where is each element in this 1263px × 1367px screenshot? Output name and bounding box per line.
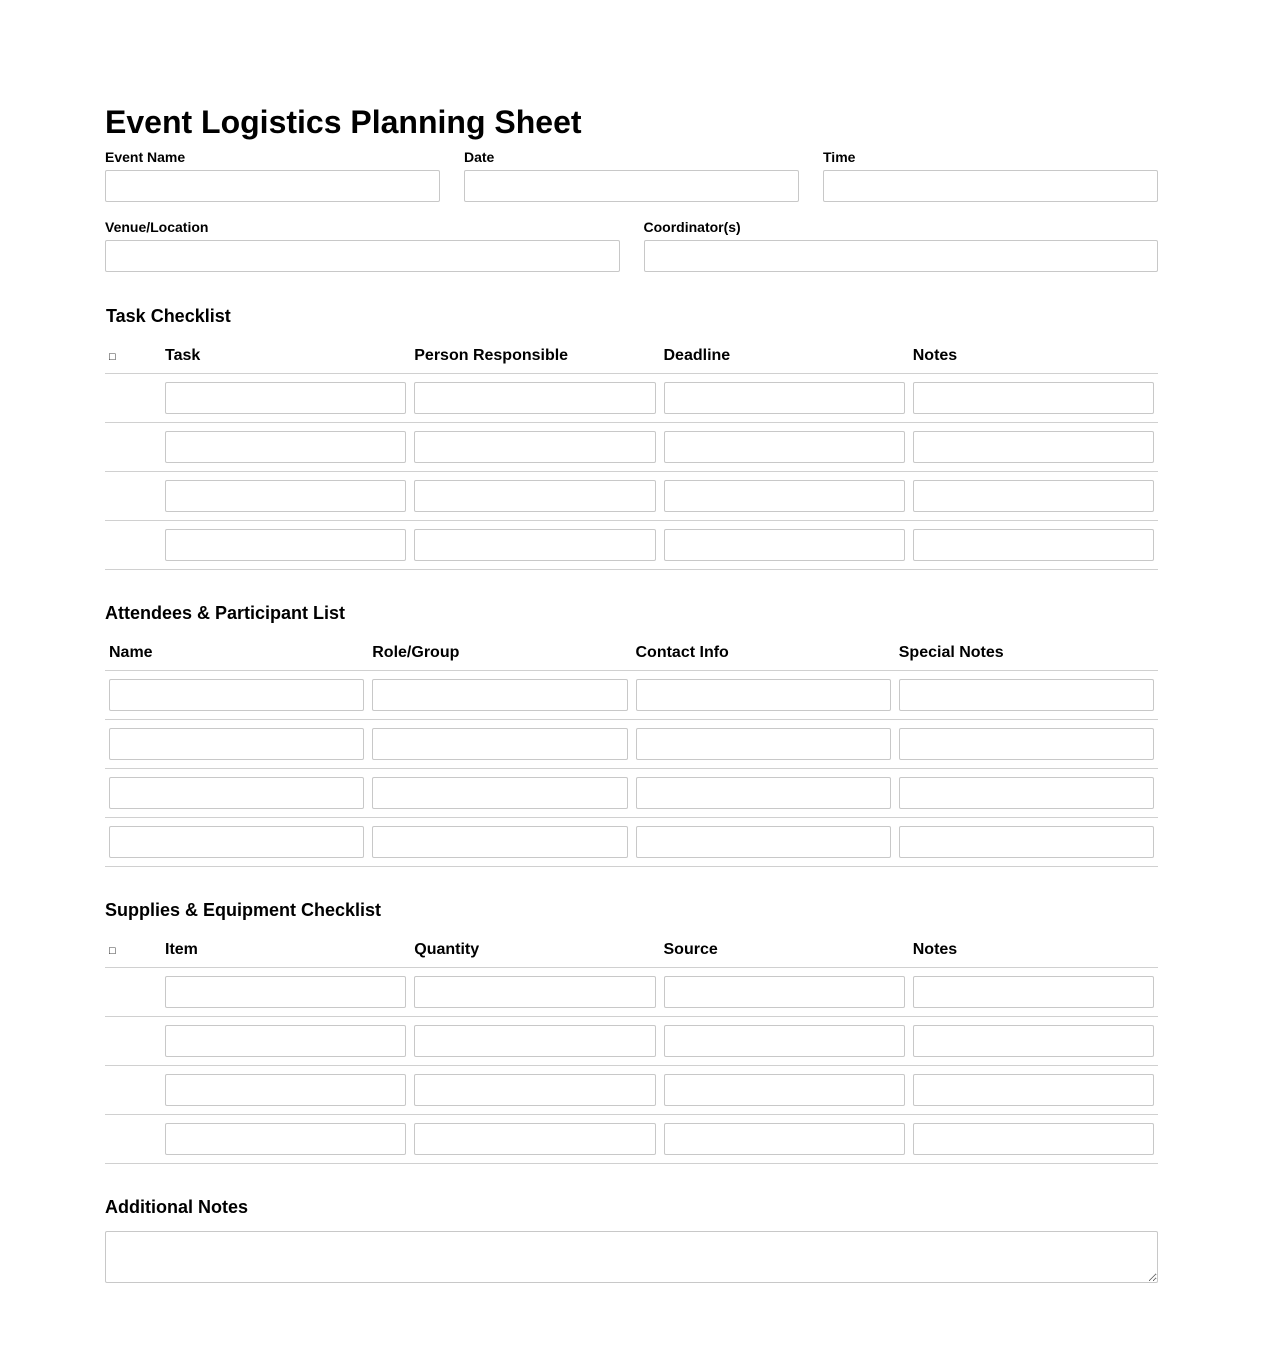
task-checklist-table [105,338,1158,570]
column-header-notes: Notes [909,932,1158,968]
attendees-heading: Attendees & Participant List [105,603,346,623]
column-header-source: Source [660,932,909,968]
contact-info-input[interactable] [636,777,891,809]
quantity-input[interactable] [414,1025,655,1057]
checkbox-cell [105,968,161,1017]
name-input[interactable] [109,679,364,711]
person-responsible-input[interactable] [414,480,655,512]
role-group-input[interactable] [372,826,627,858]
venue-group [105,218,620,272]
task-checklist-heading: Task Checklist [106,306,231,326]
notes-input[interactable] [913,480,1154,512]
special-notes-input[interactable] [899,728,1154,760]
contact-info-input[interactable] [636,728,891,760]
column-header-notes: Notes [909,338,1158,374]
person-responsible-input[interactable] [414,382,655,414]
page-title: Event Logistics Planning Sheet [105,104,582,140]
table-row [105,818,1158,867]
supplies-heading: Supplies & Equipment Checklist [105,900,382,920]
time-input[interactable] [823,170,1158,202]
task-input[interactable] [165,382,406,414]
special-notes-input[interactable] [899,777,1154,809]
item-input[interactable] [165,1074,406,1106]
column-header-role-group: Role/Group [368,635,631,671]
coordinators-input[interactable] [644,240,1159,272]
table-row [105,472,1158,521]
table-row [105,671,1158,720]
source-input[interactable] [664,1123,905,1155]
table-header-row [105,932,1158,968]
task-input[interactable] [165,529,406,561]
event-name-input[interactable] [105,170,440,202]
role-group-input[interactable] [372,777,627,809]
contact-info-input[interactable] [636,679,891,711]
table-row [105,521,1158,570]
event-name-group [105,148,440,202]
checkbox-icon: □ [109,944,116,957]
table-row [105,720,1158,769]
coordinators-group [644,218,1159,272]
checkbox-column-header [105,932,161,968]
column-header-person-responsible: Person Responsible [410,338,659,374]
column-header-contact-info: Contact Info [632,635,895,671]
checkbox-icon: □ [109,350,116,363]
deadline-input[interactable] [664,431,905,463]
venue-input[interactable] [105,240,620,272]
checkbox-column-header [105,338,161,374]
additional-notes-heading: Additional Notes [105,1197,248,1217]
special-notes-input[interactable] [899,826,1154,858]
checkbox-cell [105,1017,161,1066]
planning-sheet [105,100,1158,1217]
person-responsible-input[interactable] [414,529,655,561]
checkbox-cell [105,472,161,521]
special-notes-input[interactable] [899,679,1154,711]
column-header-item: Item [161,932,410,968]
source-input[interactable] [664,976,905,1008]
notes-input[interactable] [913,1074,1154,1106]
event-name-label: Event Name [105,149,186,165]
task-input[interactable] [165,431,406,463]
attendees-table [105,635,1158,867]
contact-info-input[interactable] [636,826,891,858]
additional-notes-textarea[interactable] [105,1231,1158,1283]
event-info-row-1 [105,148,1158,202]
quantity-input[interactable] [414,1074,655,1106]
notes-input[interactable] [913,431,1154,463]
table-header-row [105,635,1158,671]
checkbox-cell [105,521,161,570]
checkbox-cell [105,1115,161,1164]
deadline-input[interactable] [664,480,905,512]
item-input[interactable] [165,976,406,1008]
table-row [105,769,1158,818]
role-group-input[interactable] [372,679,627,711]
quantity-input[interactable] [414,1123,655,1155]
item-input[interactable] [165,1025,406,1057]
source-input[interactable] [664,1025,905,1057]
date-input[interactable] [464,170,799,202]
source-input[interactable] [664,1074,905,1106]
table-row [105,1115,1158,1164]
table-header-row [105,338,1158,374]
coordinators-label: Coordinator(s) [643,219,741,235]
table-row [105,968,1158,1017]
venue-label: Venue/Location [105,219,209,235]
column-header-task: Task [161,338,410,374]
time-group [823,148,1158,202]
checkbox-cell [105,374,161,423]
table-row [105,1066,1158,1115]
notes-input[interactable] [913,382,1154,414]
checkbox-cell [105,423,161,472]
notes-input[interactable] [913,976,1154,1008]
event-info-row-2 [105,218,1158,272]
table-row [105,423,1158,472]
name-input[interactable] [109,826,364,858]
name-input[interactable] [109,777,364,809]
role-group-input[interactable] [372,728,627,760]
column-header-name: Name [105,635,368,671]
notes-input[interactable] [913,1123,1154,1155]
column-header-quantity: Quantity [410,932,659,968]
date-label: Date [464,149,495,165]
notes-input[interactable] [913,529,1154,561]
deadline-input[interactable] [664,529,905,561]
task-input[interactable] [165,480,406,512]
quantity-input[interactable] [414,976,655,1008]
date-group [464,148,799,202]
checkbox-cell [105,1066,161,1115]
table-row [105,374,1158,423]
table-row [105,1017,1158,1066]
column-header-special-notes: Special Notes [895,635,1158,671]
item-input[interactable] [165,1123,406,1155]
supplies-table [105,932,1158,1164]
name-input[interactable] [109,728,364,760]
deadline-input[interactable] [664,382,905,414]
person-responsible-input[interactable] [414,431,655,463]
notes-input[interactable] [913,1025,1154,1057]
time-label: Time [823,149,856,165]
column-header-deadline: Deadline [660,338,909,374]
